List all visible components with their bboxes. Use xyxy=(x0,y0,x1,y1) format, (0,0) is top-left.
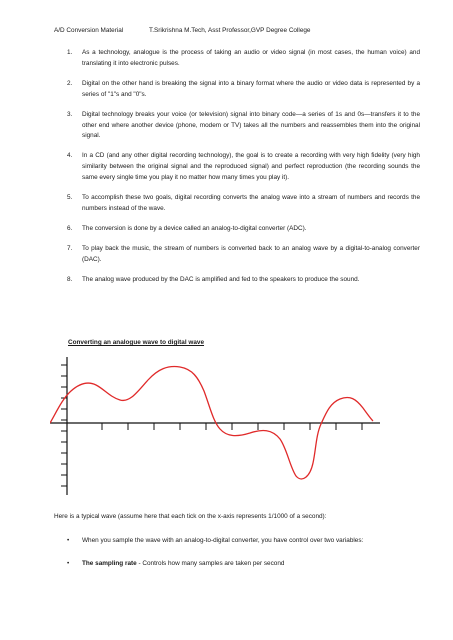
figure-axes xyxy=(50,357,380,495)
bullet-marker: • xyxy=(67,559,70,567)
bullet-text: - Controls how many samples are taken per second xyxy=(136,559,285,567)
bullet-bold-term: The sampling rate xyxy=(82,559,137,567)
item-text: To play back the music, the stream of numbers is converted back to an analog wave by a digital-to-analog converter (DAC). xyxy=(82,244,420,263)
item-number: 7. xyxy=(67,244,73,252)
item-text: The conversion is done by a device called an analog-to-digital converter (ADC). xyxy=(82,224,307,232)
bullet-list xyxy=(67,536,420,570)
header-left: A/D Conversion Material xyxy=(54,27,124,34)
item-number: 2. xyxy=(67,79,73,87)
item-number: 5. xyxy=(67,194,73,202)
list-item xyxy=(67,48,420,70)
figure-caption: Here is a typical wave (assume here that each tick on the x-axis represents 1/1000 of a second): xyxy=(54,513,327,520)
list-item xyxy=(67,79,420,101)
item-number: 8. xyxy=(67,275,73,283)
list-item xyxy=(67,193,420,215)
list-item xyxy=(67,224,420,235)
item-text: Digital on the other hand is breaking the signal into a binary format where the audio or video data is represented by a series of "1"s and "0"s. xyxy=(82,79,420,98)
list-item xyxy=(67,110,420,143)
header-right: T.Srikrishna M.Tech, Asst Professor,GVP Degree College xyxy=(149,27,311,34)
bullet-text: When you sample the wave with an analog-to-digital converter, you have control over two variables: xyxy=(82,537,364,544)
item-number: 3. xyxy=(67,110,73,118)
bullet-item xyxy=(67,536,420,547)
analog-wave-figure xyxy=(50,355,390,500)
list-item xyxy=(67,244,420,266)
list-item xyxy=(67,151,420,184)
list-item xyxy=(67,275,420,286)
bullet-item xyxy=(67,559,420,570)
section-title: Converting an analogue wave to digital wave xyxy=(68,339,205,346)
item-number: 4. xyxy=(67,152,73,160)
page-header xyxy=(54,27,433,34)
item-text: As a technology, analogue is the process of taking an audio or video signal (in most cases, the human voice) and translating it into electronic pulses. xyxy=(82,49,420,67)
item-text: The analog wave produced by the DAC is amplified and fed to the speakers to produce the sound. xyxy=(82,275,360,283)
item-number: 1. xyxy=(67,49,73,56)
item-text: In a CD (and any other digital recording technology), the goal is to create a recording with very high fidelity (very high similarity between the original signal and the reproduced signal) and perfect reproduction (the recording sounds the same every single time you play it no matter how many times you play it). xyxy=(82,152,420,182)
item-number: 6. xyxy=(67,224,73,232)
numbered-list xyxy=(67,48,420,286)
item-text: To accomplish these two goals, digital recording converts the analog wave into a stream of numbers and records the numbers instead of the wave. xyxy=(82,194,420,212)
bullet-marker: • xyxy=(67,537,70,544)
item-text: Digital technology breaks your voice (or television) signal into binary code—a series of 1s and 0s—transfers it to the other end where another device (phone, modem or TV) takes all the numbers and reassembles them into the original signal. xyxy=(82,110,420,140)
